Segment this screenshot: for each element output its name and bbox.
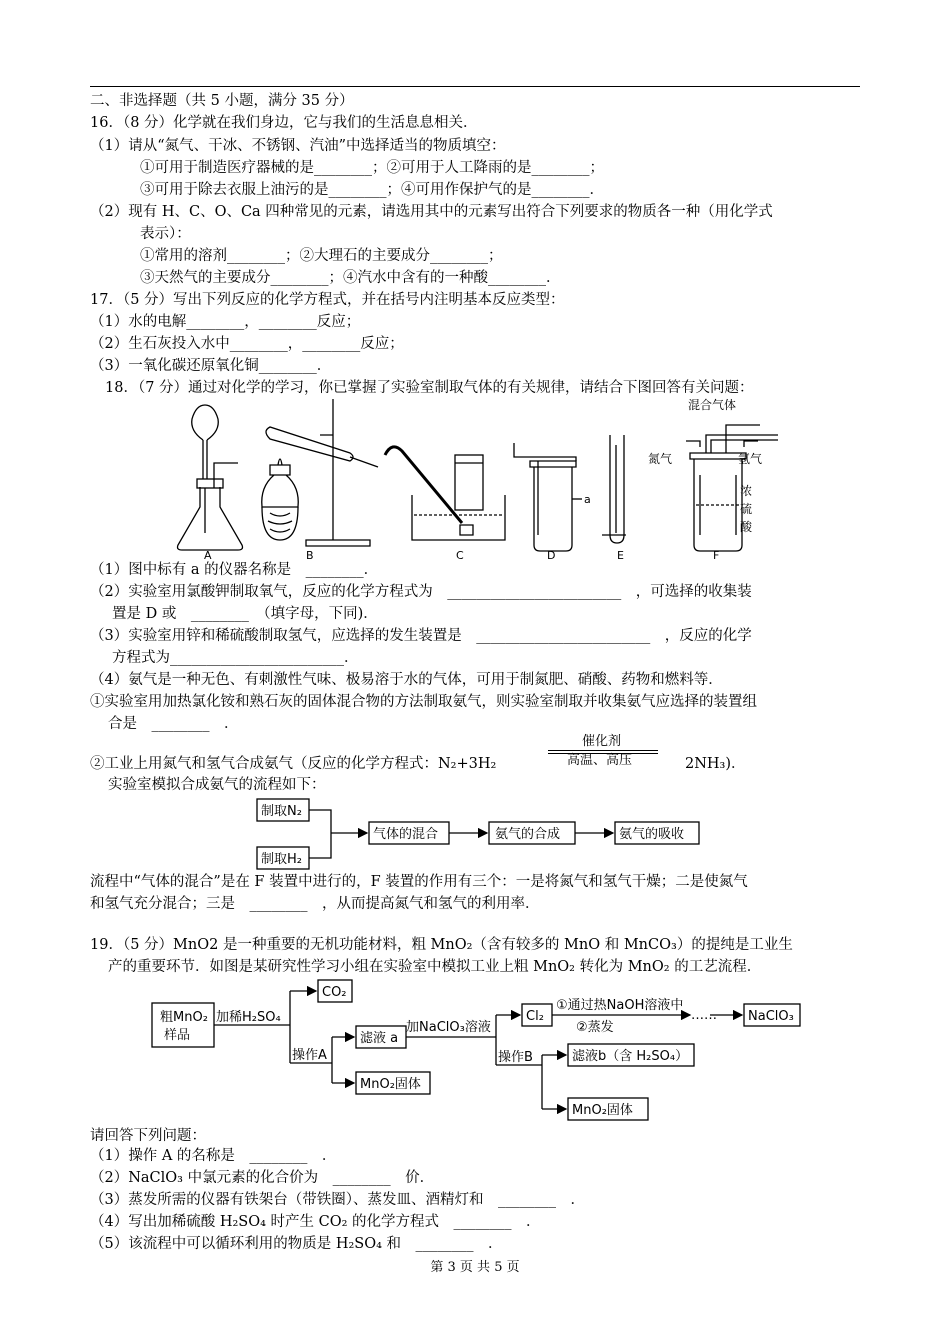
flow-filtrate-a: 滤液 a [360, 1031, 399, 1046]
label-f: F [713, 549, 720, 562]
apparatus-b [262, 399, 378, 546]
q16-part2-line-a: ①常用的溶剂________；②大理石的主要成分________； [140, 248, 503, 264]
q19-part1: （1）操作 A 的名称是 ________ ． [90, 1148, 337, 1164]
label-b: B [306, 549, 314, 562]
flow-sample-2: 样品 [164, 1028, 191, 1043]
flow-op-b: 操作B [498, 1050, 533, 1065]
q16-part2: （2）现有 H、C、O、Ca 四种常见的元素，请选用其中的元素写出符合下列要求的物质各一种（用化学式 [90, 204, 773, 220]
catalyst-label: 催化剂 [582, 734, 622, 749]
label-nitrogen: 氮气 [648, 452, 673, 466]
q16-part2-line-b: ③天然气的主要成分________；④汽水中含有的一种酸________． [140, 270, 561, 286]
flow-co2: CO₂ [322, 985, 347, 1000]
page-footer: 第 3 页 共 5 页 [430, 1260, 520, 1275]
flow-synth: 氨气的合成 [495, 827, 561, 842]
q16-part2-cont: 表示）： [140, 226, 191, 242]
flow-naclo3: NaClO₃ [748, 1009, 794, 1024]
q18-stem: 18．（7 分）通过对化学的学习，你已掌握了实验室制取气体的有关规律，请结合下图回答有关问题： [105, 380, 754, 396]
q19-stem: 19．（5 分）MnO2 是一种重要的无机功能材料，粗 MnO₂（含有较多的 MnO 和 MnCO₃）的提纯是工业生 [90, 937, 793, 953]
flow-add-acid: 加稀H₂SO₄ [216, 1010, 281, 1025]
q18-part3-cont: 方程式为________________________． [112, 650, 359, 666]
label-acid-3: 酸 [740, 520, 753, 534]
label-d: D [547, 549, 556, 562]
q17-stem: 17．（5 分）写出下列反应的化学方程式，并在括号内注明基本反应类型： [90, 292, 565, 308]
q18-part4-3-cont: 和氢气充分混合；三是 ________ ，从而提高氮气和氢气的利用率． [90, 896, 540, 912]
flow-absorb: 氨气的吸收 [619, 827, 685, 842]
q16-stem: 16．（8 分）化学就在我们身边，它与我们的生活息息相关． [90, 115, 478, 131]
q18-part2: （2）实验室用氯酸钾制取氧气，反应的化学方程式为 ________________________ ，可选择的收集装 [90, 584, 752, 600]
flow-op-a: 操作A [292, 1048, 327, 1063]
q18-part4-2-left: ②工业上用氮气和氢气合成氨气（反应的化学方程式：N₂+3H₂ [90, 756, 497, 772]
lab-apparatus-figure [170, 395, 780, 563]
q16-part1-line-b: ③可用于除去衣服上油污的是________；④可用作保护气的是________． [140, 182, 604, 198]
q19-ask: 请回答下列问题： [90, 1128, 206, 1144]
label-c: C [456, 549, 464, 562]
q16-part1-line-a: ①可用于制造医疗器械的是________；②可用于人工降雨的是________； [140, 160, 604, 176]
q18-part3: （3）实验室用锌和稀硫酸制取氢气，应选择的发生装置是 ________________________ ，反应的化学 [90, 628, 752, 644]
q18-part1: （1）图中标有 a 的仪器名称是 ________． [90, 562, 379, 578]
q18-part4-2-right: 2NH₃)． [685, 756, 746, 772]
q19-part2: （2）NaClO₃ 中氯元素的化合价为 ________ 价． [90, 1170, 435, 1186]
label-mixed-gas: 混合气体 [688, 398, 737, 412]
label-acid-1: 浓 [740, 484, 753, 498]
conditions-label: 高温、高压 [567, 753, 633, 768]
apparatus-a [178, 405, 243, 550]
apparatus-d [514, 443, 582, 551]
q19-part5: （5）该流程中可以循环利用的物质是 H₂SO₄ 和 ________ ． [90, 1236, 503, 1252]
label-acid-2: 硫 [740, 502, 753, 516]
q18-part4: （4）氨气是一种无色、有刺激性气味、极易溶于水的气体，可用于制氮肥、硝酸、药物和燃料等． [90, 672, 723, 688]
q18-part2-cont: 置是 D 或 ________ （填字母，下同)． [112, 606, 378, 622]
flow-step-2: ②蒸发 [576, 1020, 614, 1035]
mno2-process-flowchart [150, 975, 810, 1125]
q18-part4-2-sub: 实验室模拟合成氨气的流程如下： [108, 777, 326, 793]
q19-part3: （3）蒸发所需的仪器有铁架台（带铁圈）、蒸发皿、酒精灯和 ________ ． [90, 1192, 585, 1208]
q16-part1: （1）请从“氮气、干冰、不锈钢、汽油”中选择适当的物质填空： [90, 138, 506, 154]
apparatus-c [385, 447, 505, 540]
flow-sample-1: 粗MnO₂ [160, 1010, 208, 1025]
flow-mno2-solid-2: MnO₂固体 [572, 1103, 633, 1118]
apparatus-f [686, 425, 778, 551]
top-rule [90, 86, 860, 87]
label-hydrogen: 氢气 [738, 452, 763, 466]
label-a: A [204, 549, 212, 562]
q19-part4: （4）写出加稀硫酸 H₂SO₄ 时产生 CO₂ 的化学方程式 ________ ． [90, 1214, 541, 1230]
flow-dots: …… [691, 1008, 717, 1023]
q18-part4-1: ①实验室用加热氯化铵和熟石灰的固体混合物的方法制取氨气，则实验室制取并收集氨气应选择的装置组 [90, 694, 757, 710]
q17-part1: （1）水的电解________，________反应； [90, 314, 361, 330]
flow-step-1: ①通过热NaOH溶液中 [556, 998, 684, 1013]
apparatus-e [602, 435, 626, 543]
flow-add-naclo3: 加NaClO₃溶液 [406, 1020, 491, 1035]
label-e: E [617, 549, 624, 562]
flow-h2: 制取H₂ [261, 852, 302, 867]
flow-n2: 制取N₂ [261, 804, 302, 819]
label-mark-a: a [584, 493, 591, 506]
q18-part4-3: 流程中“气体的混合”是在 F 装置中进行的，F 装置的作用有三个：一是将氮气和氢气干燥；二是使氮气 [90, 874, 748, 890]
q17-part3: （3）一氧化碳还原氧化铜________． [90, 358, 332, 374]
q18-part4-1-cont: 合是 ________ ． [108, 716, 239, 732]
flow-cl2: Cl₂ [526, 1009, 544, 1024]
ammonia-flowchart [255, 795, 705, 873]
flow-filtrate-b: 滤液b（含 H₂SO₄） [572, 1049, 689, 1064]
q17-part2: （2）生石灰投入水中________，________反应； [90, 336, 404, 352]
q19-stem-cont: 产的重要环节．如图是某研究性学习小组在实验室中模拟工业上粗 MnO₂ 转化为 MnO₂ 的工艺流程． [108, 959, 762, 975]
flow-mno2-solid: MnO₂固体 [360, 1077, 421, 1092]
section-title: 二、非选择题（共 5 小题，满分 35 分） [90, 93, 354, 109]
flow-mix: 气体的混合 [373, 827, 439, 842]
